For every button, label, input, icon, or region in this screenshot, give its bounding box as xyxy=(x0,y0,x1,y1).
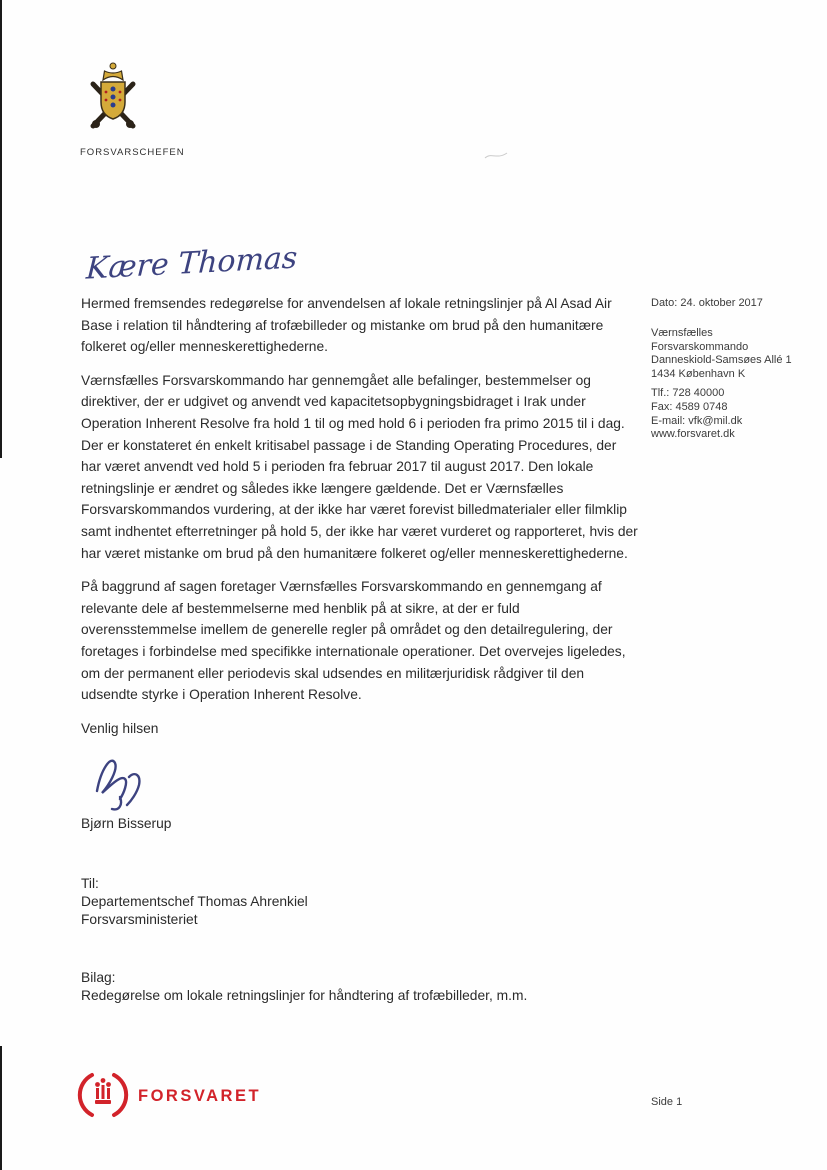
body-paragraph: På baggrund af sagen foretager Værnsfælles Forsvarskommando en gennemgang af relevante dele af bestemmelserne med henblik på at sikre, at der er fuld overensstemmelse imellem de generelle regler på området og den detailregulering, der foretages i forbindelse med specifikke internationale operationer. Det overvejes ligeledes, om der permanent eller periodevis skal udsendes en militærjuridisk rådgiver til den udsendte styrke i Operation Inherent Resolve. xyxy=(81,579,626,703)
address-line: 1434 København K xyxy=(651,368,746,381)
coat-of-arms-logo xyxy=(84,58,142,143)
address-line: Værnsfælles xyxy=(651,326,713,339)
date-line: Dato: 24. oktober 2017 xyxy=(651,297,763,309)
recipient-block xyxy=(81,875,639,929)
scan-artifact-line xyxy=(0,1046,2,1170)
address-line: Forsvarskommando xyxy=(651,340,749,353)
page-number: Side 1 xyxy=(651,1096,683,1108)
attachment-text: Redegørelse om lokale retningslinjer for håndtering af trofæbilleder, m.m. xyxy=(81,987,528,1003)
address-line: Danneskiold-Samsøes Allé 1 xyxy=(651,354,792,367)
attachment-block xyxy=(81,969,639,1005)
website-line: www.forsvaret.dk xyxy=(651,428,735,441)
body-paragraph: Hermed fremsendes redegørelse for anvendelsen af lokale retningslinjer på Al Asad Air Base i relation til håndtering af trofæbilleder og mistanke om brud på den humanitære folkeret og/eller menneskerettighederne. xyxy=(81,296,612,355)
meta-sidebar xyxy=(651,297,811,442)
letter-body xyxy=(81,293,639,1005)
recipient-label: Til: xyxy=(81,875,99,891)
signature-name: Bjørn Bisserup xyxy=(81,816,172,832)
closing-salutation: Venlig hilsen xyxy=(81,720,159,736)
forsvaret-logo-icon xyxy=(76,1070,130,1125)
scan-artifact-line xyxy=(0,0,2,458)
sender-title: FORSVARSCHEFEN xyxy=(80,147,185,158)
recipient-line: Departementschef Thomas Ahrenkiel xyxy=(81,893,308,909)
attachment-label: Bilag: xyxy=(81,969,116,985)
handwritten-greeting: Kære Thomas xyxy=(85,240,299,287)
email-line: E-mail: vfk@mil.dk xyxy=(651,414,743,427)
recipient-line: Forsvarsministeriet xyxy=(81,911,198,927)
phone-line: Tlf.: 728 40000 xyxy=(651,386,725,399)
fax-line: Fax: 4589 0748 xyxy=(651,400,728,413)
body-paragraph: Værnsfælles Forsvarskommando har gennemgået alle befalinger, bestemmelser og direktiver, der er udgivet og anvendt ved kapacitetsopbygningsbidraget i Irak under Operation Inherent Resolve fra hold 1 til og med hold 6 i perioden fra primo 2015 til i dag. Der er konstateret én enkelt kritisabel passage i de Standing Operating Procedures, der har været anvendt ved hold 5 i perioden fra februar 2017 til august 2017. Den lokale retningslinje er ændret og således ikke længere gældende. Det er Værnsfælles Forsvarskommandos vurdering, at der ikke har været forevist billedmaterialer eller filmklip samt indhentet efterretninger på hold 5, der ikke har været vurderet og rapporteret, hvis der har været mistanke om brud på den humanitære folkeret og/eller menneskerettighederne. xyxy=(81,372,638,561)
signature-scribble xyxy=(89,751,167,813)
stray-pencil-mark xyxy=(483,148,509,162)
sender-address xyxy=(651,327,811,382)
sender-contact xyxy=(651,387,811,442)
forsvaret-wordmark: FORSVARET xyxy=(138,1087,262,1105)
